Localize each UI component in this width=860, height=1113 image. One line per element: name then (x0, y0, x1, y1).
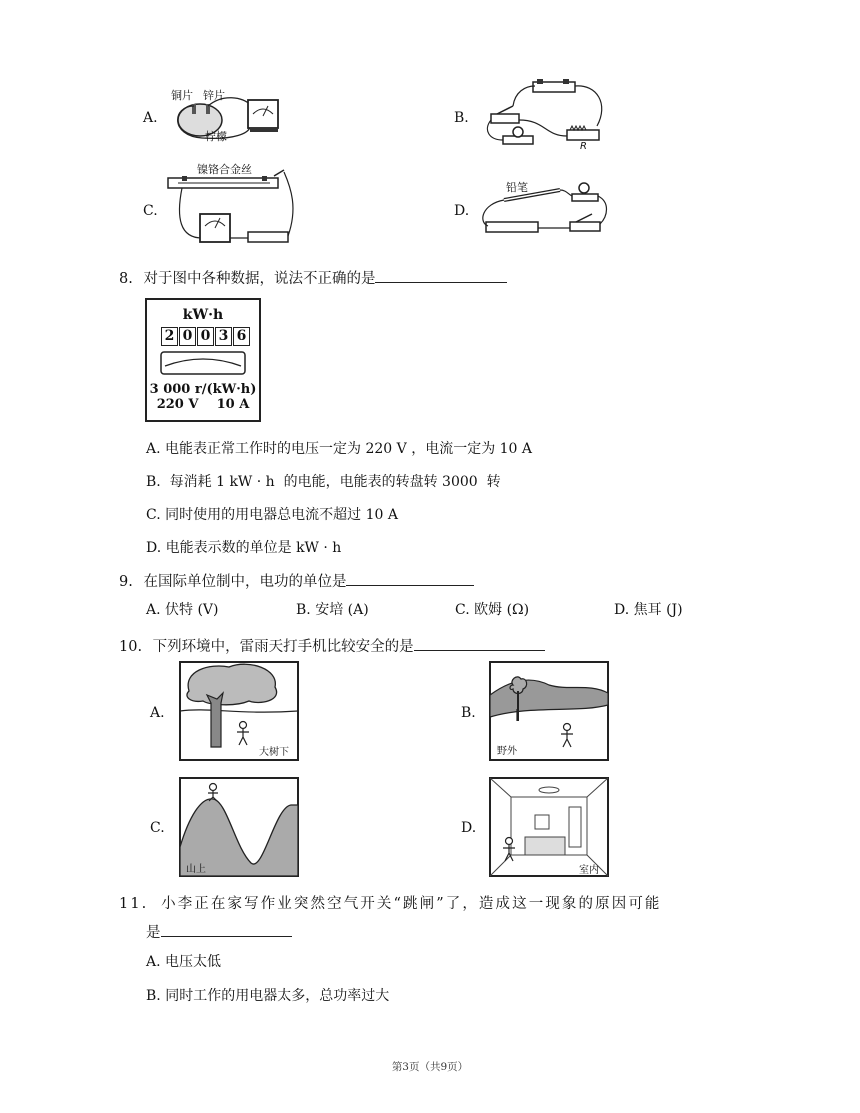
meter-dial-window (147, 348, 259, 378)
q7-option-d-letter: D. (454, 203, 470, 219)
q7-c-label-wire: 镍铬合金丝 (197, 163, 252, 176)
q8-option-a: A. 电能表正常工作时的电压一定为 220 V ，电流一定为 10 A (146, 441, 533, 457)
q10-text: 下列环境中，雷雨天打手机比较安全的是 (152, 639, 414, 655)
meter-rating-voltage-current: 220 V 10 A (156, 397, 250, 412)
q11-stem (119, 892, 662, 913)
meter-digit: 0 (197, 327, 214, 346)
q7-option-a-letter: A. (143, 110, 158, 126)
meter-unit: kW·h (182, 307, 224, 323)
q8-option-d: D. 电能表示数的单位是 kW · h (146, 540, 342, 556)
q9-number: 9. (119, 574, 133, 590)
meter-digit: 6 (233, 327, 250, 346)
q7-option-d-diagram (480, 178, 610, 244)
q7-option-b-letter: B. (454, 110, 469, 126)
q8-option-c: C. 同时使用的用电器总电流不超过 10 A (146, 507, 398, 523)
q10-number: 10. (119, 639, 143, 655)
q8-text: 对于图中各种数据，说法不正确的是 (143, 271, 376, 287)
q10-d-caption: 室内 (579, 865, 599, 876)
q11-text: 小李正在家写作业突然空气开关“跳闸”了，造成这一现象的原因可能 (161, 896, 662, 912)
q11-text-2: 是 (146, 925, 161, 941)
q10-stem (119, 635, 545, 656)
electricity-meter (145, 298, 261, 422)
q9-answer-blank (346, 571, 474, 586)
q9-option-a: A. 伏特 (V) (146, 602, 219, 618)
q7-a-label-zinc: 锌片 (203, 89, 225, 102)
q10-option-c-letter: C. (150, 820, 165, 836)
q9-stem (119, 570, 474, 591)
meter-digits (161, 325, 259, 346)
meter-digit: 3 (215, 327, 232, 346)
q10-option-b-letter: B. (461, 705, 476, 721)
q7-option-c-diagram (166, 168, 296, 254)
q9-text: 在国际单位制中，电功的单位是 (143, 574, 347, 590)
q10-a-caption: 大树下 (259, 747, 289, 758)
q10-b-caption: 野外 (497, 746, 517, 757)
q11-stem-continued (146, 921, 292, 942)
q10-answer-blank (414, 636, 545, 651)
q8-option-b: B. 每消耗 1 kW · h 的电能，电能表的转盘转 3000 转 (146, 474, 501, 490)
q9-option-b: B. 安培 (A) (296, 602, 369, 618)
q8-stem (119, 267, 507, 288)
q11-option-b: B. 同时工作的用电器太多，总功率过大 (146, 988, 390, 1004)
q10-option-a-letter: A. (150, 705, 165, 721)
q10-option-d-letter: D. (461, 820, 477, 836)
q7-option-b-diagram (485, 78, 610, 157)
q8-answer-blank (375, 268, 507, 283)
q7-option-c-letter: C. (143, 203, 158, 219)
q10-c-caption: 山上 (186, 864, 206, 875)
q7-d-label-pencil: 铅笔 (506, 181, 528, 194)
q9-option-c: C. 欧姆 (Ω) (455, 602, 530, 618)
q11-answer-blank (161, 922, 292, 937)
meter-digit: 2 (161, 327, 178, 346)
q9-option-d: D. 焦耳 (J) (614, 602, 683, 618)
q11-number: 11. (119, 896, 149, 912)
q7-b-label-r: R (580, 141, 587, 152)
q8-number: 8. (119, 271, 133, 287)
q7-a-label-lemon: 柠檬 (205, 130, 227, 143)
meter-digit: 0 (179, 327, 196, 346)
page-footer: 第3页（共9页） (391, 1061, 469, 1073)
q11-option-a: A. 电压太低 (146, 954, 222, 970)
meter-rating-revolutions: 3 000 r/(kW·h) (149, 382, 257, 397)
q7-a-label-copper: 铜片 (171, 89, 193, 102)
